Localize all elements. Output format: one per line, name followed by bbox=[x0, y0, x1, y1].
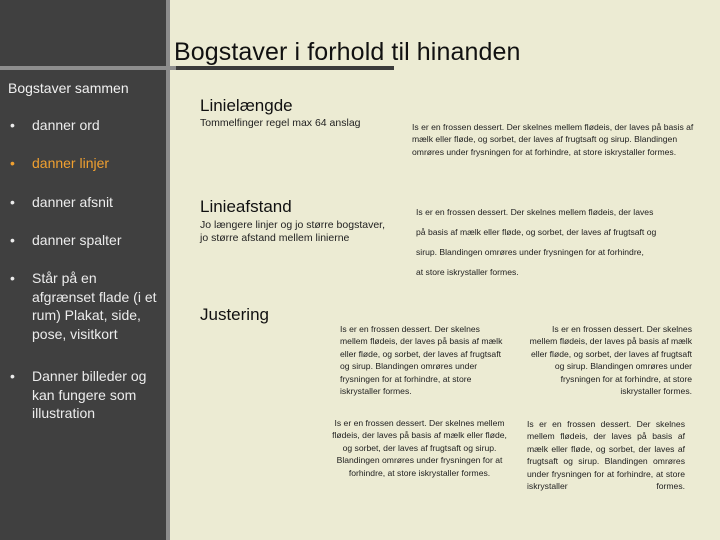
sidebar-item-danner-afsnit bbox=[10, 193, 160, 212]
bullet-dot-icon: • bbox=[10, 368, 15, 384]
sample-linielaengde: Is er en frossen dessert. Der skelnes mellem flødeis, der laves på basis af mælk eller fløde, og sorbet, der laves af frugtsaft og sirup. Blandingen omrøres under frysningen for at forhindre, at store iskrystaller formes. bbox=[412, 122, 694, 157]
sidebar-item-label: danner spalter bbox=[32, 232, 122, 248]
bullet-dot-icon: • bbox=[10, 270, 15, 286]
sidebar-item-danner-spalter bbox=[10, 231, 160, 250]
sidebar-item-label: danner afsnit bbox=[32, 194, 113, 210]
title-underline-right bbox=[176, 66, 394, 70]
sidebar-item-label: danner linjer bbox=[32, 155, 110, 171]
sidebar-item-danner-ord bbox=[10, 116, 160, 135]
sidebar-item-danner-linjer bbox=[10, 154, 160, 173]
sample-justering-justified: Is er en frossen dessert. Der skelnes mellem flødeis, der laves på basis af mælk eller fløde, og sorbet, der laves af frugtsaft og sirup. Blandingen omrøres under frysningen for at forhindre, at store iskrystaller formes. bbox=[527, 419, 685, 492]
heading-justering: Justering bbox=[200, 305, 269, 324]
sample-justering-right: Is er en frossen dessert. Der skelnes mellem flødeis, der laves på basis af mælk eller fløde, og sorbet, der laves af frugtsaft og sirup. Blandingen omrøres under frysningen for at forhindre, at store iskrystaller formes. bbox=[529, 324, 692, 397]
sample-justering-left: Is er en frossen dessert. Der skelnes mellem flødeis, der laves på basis af mælk eller fløde, og sorbet, der laves af frugtsaft og sirup. Blandingen omrøres under frysningen for at forhindre, at store iskrystaller formes. bbox=[340, 324, 503, 397]
sidebar-item-label: Danner billeder og kan fungere som illustration bbox=[32, 368, 147, 421]
sample-justering-center: Is er en frossen dessert. Der skelnes mellem flødeis, der laves på basis af mælk eller fløde, og sorbet, der laves af frugtsaft og sirup. Blandingen omrøres under frysningen for at forhindre, at store iskrystaller formes. bbox=[332, 418, 507, 478]
sample-linieafstand-line-2: på basis af mælk eller fløde, og sorbet, der laves af frugtsaft og bbox=[416, 227, 657, 237]
sidebar-item-billeder bbox=[10, 367, 160, 423]
bullet-dot-icon: • bbox=[10, 194, 15, 210]
bullet-dot-icon: • bbox=[10, 117, 15, 133]
sidebar-item-label: danner ord bbox=[32, 117, 100, 133]
heading-linielaengde: Linielængde bbox=[200, 96, 293, 115]
bullet-dot-icon: • bbox=[10, 155, 15, 171]
sample-linieafstand-line-4: at store iskrystaller formes. bbox=[416, 267, 519, 277]
bullet-dot-icon: • bbox=[10, 232, 15, 248]
sidebar-edge bbox=[166, 0, 170, 540]
sidebar-heading: Bogstaver sammen bbox=[8, 80, 129, 96]
title-underline-left bbox=[0, 66, 176, 70]
sample-linieafstand-line-3: sirup. Blandingen omrøres under frysningen for at forhindre, bbox=[416, 247, 644, 257]
sidebar-item-label: Står på en afgrænset flade (i et rum) Plakat, side, pose, visitkort bbox=[32, 270, 157, 342]
sample-linieafstand-line-1: Is er en frossen dessert. Der skelnes mellem flødeis, der laves bbox=[416, 207, 654, 217]
text-linieafstand: Jo længere linjer og jo større bogstaver, jo større afstand mellem linierne bbox=[200, 219, 386, 244]
heading-linieafstand: Linieafstand bbox=[200, 197, 292, 216]
slide-title: Bogstaver i forhold til hinanden bbox=[174, 38, 521, 66]
sidebar-item-flade bbox=[10, 269, 160, 343]
text-linielaengde: Tommelfinger regel max 64 anslag bbox=[200, 117, 361, 129]
